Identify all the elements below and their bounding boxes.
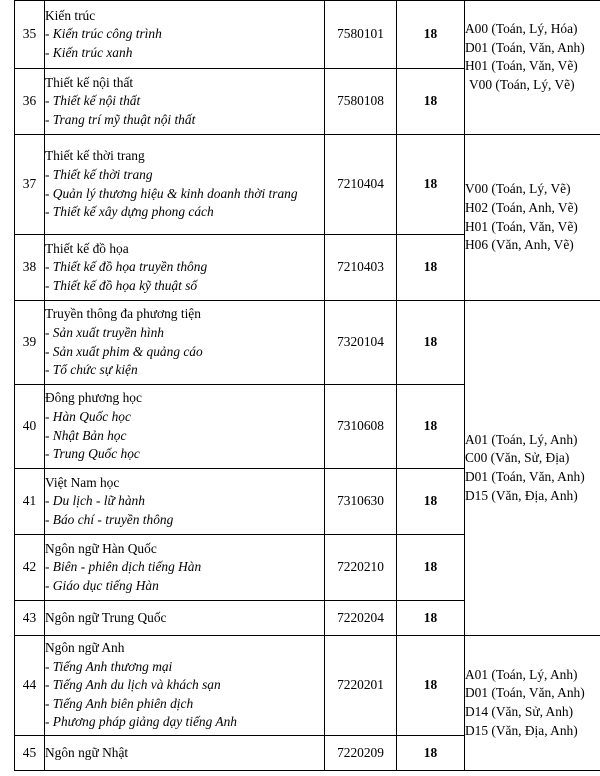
score: 18 (397, 535, 465, 601)
specialization: - Biên - phiên dịch tiếng Hàn (45, 559, 202, 575)
combination: D01 (Toán, Văn, Anh) (465, 685, 585, 701)
major-cell (45, 636, 325, 736)
major-cell (45, 736, 325, 771)
subject-combinations (465, 135, 600, 301)
row-number: 35 (15, 1, 45, 69)
major-name: Kiến trúc (45, 7, 96, 23)
specialization: - Tiếng Anh thương mại (45, 658, 173, 674)
row-number: 43 (15, 601, 45, 636)
score: 18 (397, 385, 465, 469)
subject-combinations (465, 636, 600, 771)
combination: V00 (Toán, Lý, Vẽ) (465, 181, 571, 197)
combination: H01 (Toán, Văn, Vẽ) (465, 218, 578, 234)
combination: D15 (Văn, Địa, Anh) (465, 487, 578, 503)
score: 18 (397, 135, 465, 235)
specialization: - Tiếng Anh du lịch và khách sạn (45, 677, 221, 693)
combination: C00 (Văn, Sử, Địa) (465, 450, 570, 466)
major-code: 7210404 (325, 135, 397, 235)
specialization: - Báo chí - truyền thông (45, 511, 174, 527)
major-name: Việt Nam học (45, 474, 120, 490)
major-name: Ngôn ngữ Anh (45, 640, 125, 656)
combination: D15 (Văn, Địa, Anh) (465, 722, 578, 738)
row-number: 40 (15, 385, 45, 469)
score: 18 (397, 601, 465, 636)
table-row (15, 135, 600, 235)
major-code: 7310608 (325, 385, 397, 469)
major-code: 7580101 (325, 1, 397, 69)
major-code: 7220210 (325, 535, 397, 601)
combination: A01 (Toán, Lý, Anh) (465, 666, 578, 682)
specialization: - Thiết kế đồ họa kỹ thuật số (45, 277, 198, 293)
major-name: Thiết kế nội thất (45, 74, 134, 90)
major-cell (45, 69, 325, 135)
major-code: 7320104 (325, 301, 397, 385)
specialization: - Sản xuất phim & quảng cáo (45, 343, 203, 359)
major-cell (45, 235, 325, 301)
combination: V00 (Toán, Lý, Vẽ) (469, 76, 575, 92)
combination: H01 (Toán, Văn, Vẽ) (465, 58, 578, 74)
table-row (15, 636, 600, 736)
major-name: Thiết kế thời trang (45, 148, 145, 164)
major-cell (45, 535, 325, 601)
score: 18 (397, 69, 465, 135)
row-number: 36 (15, 69, 45, 135)
table-row (15, 301, 600, 385)
specialization: - Tiếng Anh biên phiên dịch (45, 695, 194, 711)
major-name: Thiết kế đồ họa (45, 240, 129, 256)
combination: A00 (Toán, Lý, Hóa) (465, 21, 578, 36)
specialization: - Giáo dục tiếng Hàn (45, 577, 159, 593)
major-cell (45, 301, 325, 385)
major-code: 7210403 (325, 235, 397, 301)
row-number: 41 (15, 469, 45, 535)
specialization: - Nhật Bản học (45, 427, 127, 443)
combination: D01 (Toán, Văn, Anh) (465, 39, 585, 55)
combination: H06 (Văn, Anh, Vẽ) (465, 237, 574, 253)
specialization: - Thiết kế xây dựng phong cách (45, 204, 214, 220)
row-number: 45 (15, 736, 45, 771)
specialization: - Phương pháp giảng dạy tiếng Anh (45, 714, 237, 730)
major-code: 7220209 (325, 736, 397, 771)
combination: A01 (Toán, Lý, Anh) (465, 431, 578, 447)
row-number: 44 (15, 636, 45, 736)
score: 18 (397, 235, 465, 301)
subject-combinations (465, 1, 600, 135)
combination: D01 (Toán, Văn, Anh) (465, 469, 585, 484)
combination: D14 (Văn, Sử, Anh) (465, 704, 574, 719)
major-name: Truyền thông đa phương tiện (45, 306, 201, 322)
major-name: Đông phương học (45, 390, 142, 406)
specialization: - Kiến trúc xanh (45, 44, 133, 60)
score: 18 (397, 1, 465, 69)
major-cell (45, 1, 325, 69)
specialization: - Hàn Quốc học (45, 408, 131, 424)
major-cell (45, 469, 325, 535)
major-cell (45, 135, 325, 235)
score: 18 (397, 301, 465, 385)
specialization: - Thiết kế thời trang (45, 166, 153, 182)
major-code: 7220201 (325, 636, 397, 736)
score: 18 (397, 469, 465, 535)
specialization: - Du lịch - lữ hành (45, 493, 145, 509)
major-cell (45, 385, 325, 469)
major-cell (45, 601, 325, 636)
score: 18 (397, 636, 465, 736)
score: 18 (397, 736, 465, 771)
major-name: Ngôn ngữ Nhật (45, 744, 129, 760)
specialization: - Kiến trúc công trình (45, 26, 162, 42)
specialization: - Sản xuất truyền hình (45, 324, 165, 340)
table-row (15, 1, 600, 69)
admission-table (14, 0, 600, 771)
combination: H02 (Toán, Anh, Vẽ) (465, 199, 578, 215)
specialization: - Thiết kế nội thất (45, 93, 141, 109)
specialization: - Trung Quốc học (45, 446, 140, 462)
row-number: 38 (15, 235, 45, 301)
row-number: 42 (15, 535, 45, 601)
major-code: 7580108 (325, 69, 397, 135)
major-name: Ngôn ngữ Hàn Quốc (45, 540, 157, 556)
row-number: 37 (15, 135, 45, 235)
specialization: - Tổ chức sự kiện (45, 362, 138, 378)
major-name: Ngôn ngữ Trung Quốc (45, 609, 167, 625)
specialization: - Trang trí mỹ thuật nội thất (45, 111, 196, 127)
subject-combinations (465, 301, 600, 636)
specialization: - Thiết kế đồ họa truyền thông (45, 259, 208, 275)
specialization: - Quản lý thương hiệu & kinh doanh thời trang (45, 185, 298, 201)
major-code: 7220204 (325, 601, 397, 636)
admission-table-body (15, 1, 600, 771)
major-code: 7310630 (325, 469, 397, 535)
row-number: 39 (15, 301, 45, 385)
